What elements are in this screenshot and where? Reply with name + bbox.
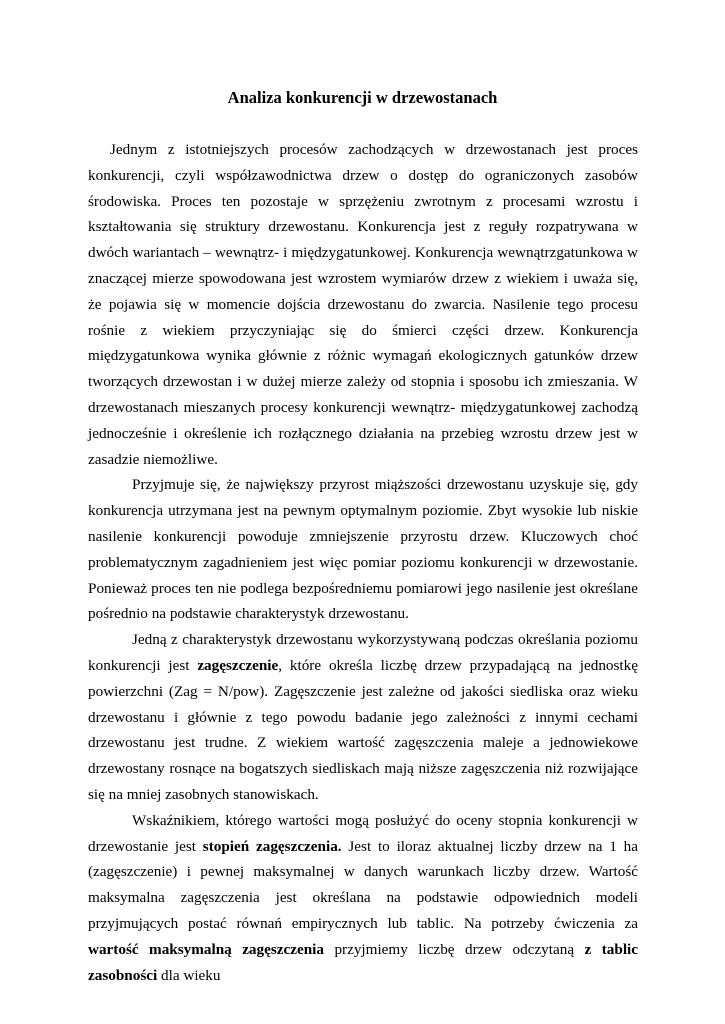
- document-body: [88, 137, 638, 988]
- paragraph-4: [88, 808, 638, 989]
- paragraph-1: Jednym z istotniejszych procesów zachodzących w drzewostanach jest proces konkurencji, czyli współzawodnictwa drzew o dostęp do ograniczonych zasobów środowiska. Proces ten pozostaje w sprzężeniu zwrotnym z procesami wzrostu i kształtowania się struktury drzewostanu. Konkurencja jest z reguły rozpatrywana w dwóch wariantach – wewnątrz- i międzygatunkowej. Konkurencja wewnątrzgatunkowa w znaczącej mierze spowodowana jest wzrostem wymiarów drzew z wiekiem i uważa się, że pojawia się w momencie dojścia drzewostanu do zwarcia. Nasilenie tego procesu rośnie z wiekiem przyczyniając się do śmierci części drzew. Konkurencja międzygatunkowa wynika głównie z różnic wymagań ekologicznych gatunków drzew tworzących drzewostan i w dużej mierze zależy od stopnia i sposobu ich zmieszania. W drzewostanach mieszanych procesy konkurencji wewnątrz- międzygatunkowej zachodzą jednocześnie i określenie ich rozłącznego działania na przebieg wzrostu drzew jest w zasadzie niemożliwe.: [88, 141, 638, 468]
- paragraph-4-text-a: Wskaźnikiem, którego wartości mogą posłużyć do oceny stopnia konkurencji w drzewostanie jest: [88, 811, 638, 855]
- paragraph-4-text-c: przyjmiemy liczbę drzew odczytaną: [324, 940, 585, 958]
- paragraph-4-text-d: dla wieku: [157, 966, 221, 984]
- term-zageszczenie: zagęszczenie: [197, 656, 279, 674]
- document-title: Analiza konkurencji w drzewostanach: [227, 88, 498, 107]
- paragraph-2: Przyjmuje się, że największy przyrost miąższości drzewostanu uzyskuje się, gdy konkurencja utrzymana jest na pewnym optymalnym poziomie. Zbyt wysokie lub niskie nasilenie konkurencji powoduje zmniejszenie przyrostu drzew. Kluczowych choć problematycznym zagadnieniem jest więc pomiar poziomu konkurencji w drzewostanie. Ponieważ proces ten nie podlega bezpośredniemu pomiarowi jego nasilenie jest określane pośrednio na podstawie charakterystyk drzewostanu.: [88, 476, 638, 623]
- term-stopien-zageszczenia: stopień zagęszczenia.: [202, 837, 342, 855]
- paragraph-4-text-b: Jest to iloraz aktualnej liczby drzew na 1 ha (zagęszczenie) i pewnej maksymalnej w danych warunkach liczby drzew. Wartość maksymalna zagęszczenia jest określana na podstawie odpowiednich modeli przyjmujących postać równań empirycznych lub tablic. Na potrzeby ćwiczenia za: [88, 837, 639, 932]
- paragraph-3-text-a: Jedną z charakterystyk drzewostanu wykorzystywaną podczas określania poziomu konkurencji jest: [88, 631, 638, 674]
- term-wartosc-maksymalna: wartość maksymalną zagęszczenia: [88, 940, 324, 958]
- paragraph-3-text-b: , które określa liczbę drzew przypadającą na jednostkę powierzchni (Zag = N/pow). Zagęszczenie jest zależne od jakości siedliska oraz wieku drzewostanu i głównie z tego powodu badanie jego zależności z innymi cechami drzewostanu jest trudne. Z wiekiem wartość zagęszczenia maleje a jednowiekowe drzewostany rosnące na bogatszych siedliskach mają niższe zagęszczenia niż rozwijające się na mniej zasobnych stanowiskach.: [88, 656, 638, 803]
- paragraph-3: [88, 627, 638, 808]
- term-tablice-zasobnosci: z tablic zasobności: [88, 940, 638, 984]
